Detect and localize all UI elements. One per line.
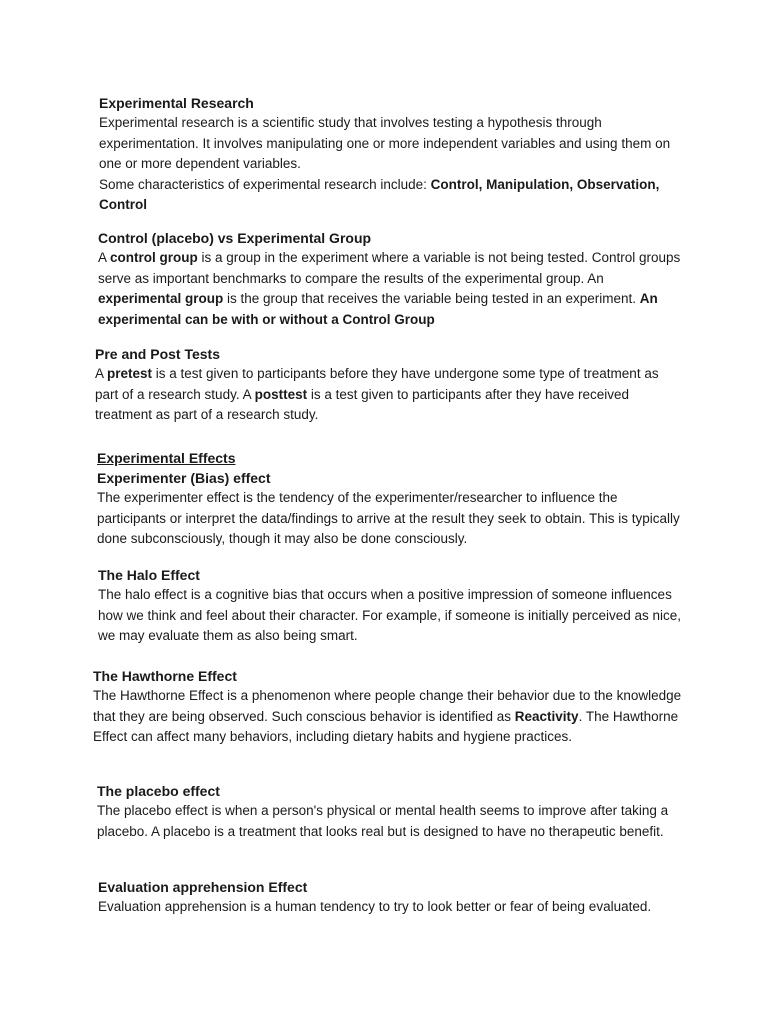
section-body: The Hawthorne Effect is a phenomenon where people change their behavior due to the knowledge that they are being observed. Such conscious behavior is identified as Reactivity. The Hawthorne Effect can affect many behaviors, including dietary habits and hygiene practices. [93, 688, 682, 744]
section-body: A pretest is a test given to participants before they have undergone some type of treatment as part of a research study. A posttest is a test given to participants after they have received treatment as part of a research study. [95, 366, 659, 422]
section-title: Experimental Research [99, 95, 254, 111]
section-title: Evaluation apprehension Effect [98, 879, 308, 895]
section-title: The placebo effect [97, 783, 220, 799]
section-title: Control (placebo) vs Experimental Group [98, 230, 372, 246]
section-body: The halo effect is a cognitive bias that occurs when a positive impression of someone influences how we think and feel about their character. For example, if someone is initially perceived as nice, we may evaluate them as also being smart. [98, 587, 682, 643]
section-title: Pre and Post Tests [95, 346, 221, 362]
section-body: Evaluation apprehension is a human tendency to try to look better or fear of being evaluated. [98, 899, 652, 914]
section-body: The experimenter effect is the tendency of the experimenter/researcher to influence the participants or interpret the data/findings to arrive at the result they seek to obtain. This is typically done subconsciously, though it may also be done consciously. [97, 490, 680, 546]
section-placebo-effect [97, 781, 687, 842]
section-title: The Hawthorne Effect [93, 668, 237, 684]
section-halo-effect [98, 565, 688, 647]
section-body: Experimental research is a scientific study that involves testing a hypothesis through experimentation. It involves manipulating one or more independent variables and using them on one or more dependent variables. Some characteristics of experimental research include: Control, Manipulation, Observation, Control [99, 115, 671, 212]
section-title: Experimenter (Bias) effect [97, 470, 271, 486]
section-control-vs-experimental [98, 228, 688, 330]
section-heading-experimental-effects: Experimental Effects [97, 450, 236, 466]
section-hawthorne-effect [93, 666, 683, 748]
section-experimental-research [99, 93, 689, 216]
section-pre-post-tests [95, 344, 685, 426]
section-evaluation-apprehension [98, 877, 688, 918]
section-experimenter-effect [97, 448, 687, 550]
section-body: The placebo effect is when a person's physical or mental health seems to improve after taking a placebo. A placebo is a treatment that looks real but is designed to have no therapeutic benefit. [97, 803, 669, 839]
section-body: A control group is a group in the experiment where a variable is not being tested. Control groups serve as important benchmarks to compare the results of the experimental group. An experimental group is the group that receives the variable being tested in an experiment. An experimental can be with or without a Control Group [98, 250, 681, 327]
section-title: The Halo Effect [98, 567, 200, 583]
